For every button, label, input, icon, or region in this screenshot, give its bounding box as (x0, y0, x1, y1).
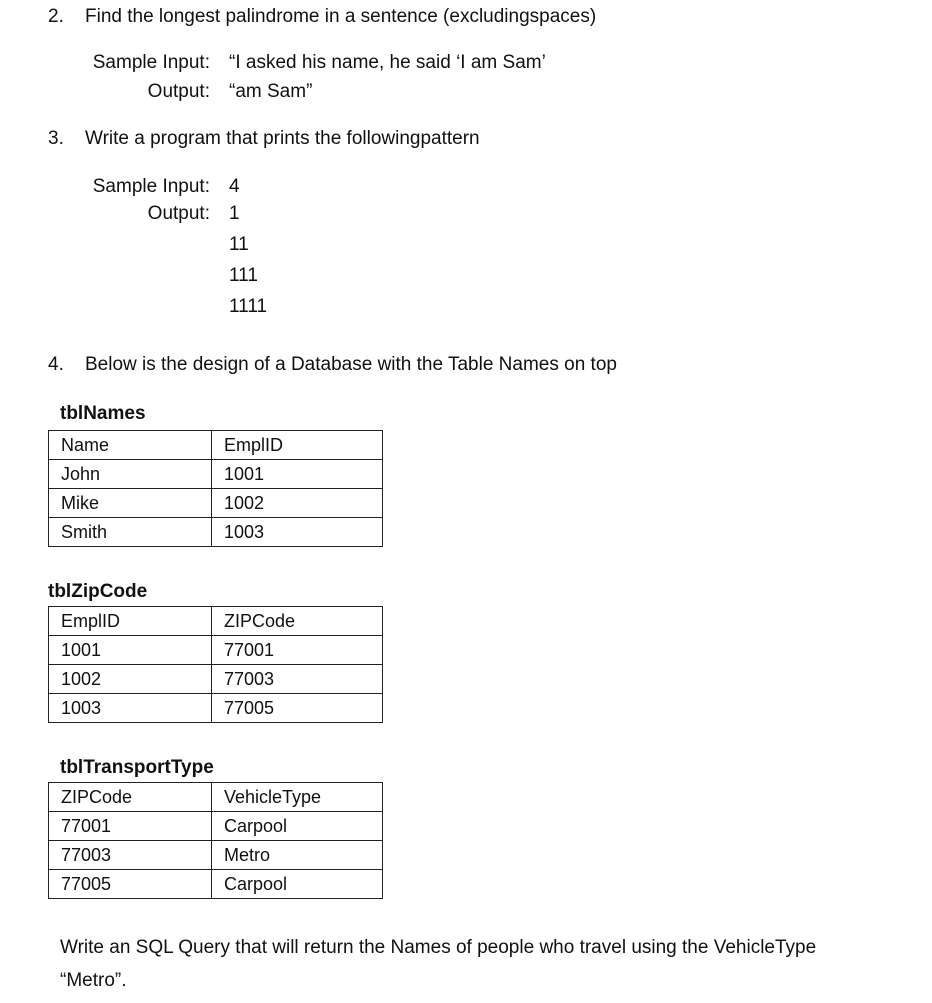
q2-number: 2. (48, 6, 64, 27)
q3-output-line: 1111 (229, 296, 268, 317)
q2-text: Find the longest palindrome in a sentence (excludingspaces) (85, 6, 597, 27)
q2-input-value: “I asked his name, he said ‘I am Sam’ (229, 52, 546, 73)
table-cell: 77005 (49, 870, 212, 899)
table-cell: 77001 (212, 636, 383, 665)
table-header-cell: VehicleType (212, 783, 383, 812)
table-row (49, 636, 383, 665)
sql-instruction-line2: “Metro”. (60, 970, 127, 991)
q3-output-line: 11 (229, 234, 249, 255)
table-cell: Smith (49, 518, 212, 547)
table-row (49, 812, 383, 841)
table-row (49, 870, 383, 899)
table-cell: 1002 (49, 665, 212, 694)
table-header-row (49, 431, 383, 460)
table-title-tblzipcode: tblZipCode (48, 581, 148, 602)
q3-output-label: Output: (147, 203, 210, 224)
table-cell: 1002 (212, 489, 383, 518)
sql-instruction-line1: Write an SQL Query that will return the Names of people who travel using the VehicleType (60, 937, 817, 958)
q3-output-line: 1 (229, 203, 240, 224)
table-cell: 77003 (49, 841, 212, 870)
q3-text: Write a program that prints the followingpattern (85, 128, 480, 149)
table-tblzipcode (48, 606, 383, 723)
table-tbltransporttype (48, 782, 383, 899)
table-header-cell: ZIPCode (212, 607, 383, 636)
q2-input-label: Sample Input: (92, 52, 210, 73)
table-header-cell: EmplID (49, 607, 212, 636)
table-header-row (49, 607, 383, 636)
table-row (49, 518, 383, 547)
table-row (49, 841, 383, 870)
table-cell: 77003 (212, 665, 383, 694)
table-cell: 77005 (212, 694, 383, 723)
q3-output-line: 111 (229, 265, 258, 286)
table-header-cell: ZIPCode (49, 783, 212, 812)
table-row (49, 489, 383, 518)
table-cell: 1001 (212, 460, 383, 489)
table-cell: Mike (49, 489, 212, 518)
table-cell: Carpool (212, 870, 383, 899)
table-title-tbltransporttype: tblTransportType (60, 757, 214, 778)
table-header-row (49, 783, 383, 812)
table-header-cell: Name (49, 431, 212, 460)
q4-number: 4. (48, 354, 64, 375)
table-row (49, 665, 383, 694)
q3-input-value: 4 (229, 176, 240, 197)
table-cell: Carpool (212, 812, 383, 841)
table-cell: 1003 (49, 694, 212, 723)
table-tblnames (48, 430, 383, 547)
table-cell: 77001 (49, 812, 212, 841)
table-header-cell: EmplID (212, 431, 383, 460)
table-cell: 1001 (49, 636, 212, 665)
q3-number: 3. (48, 128, 64, 149)
table-title-tblnames: tblNames (60, 403, 146, 424)
q3-input-label: Sample Input: (92, 176, 210, 197)
q4-text: Below is the design of a Database with the Table Names on top (85, 354, 617, 375)
q2-output-value: “am Sam” (229, 81, 313, 102)
table-row (49, 460, 383, 489)
q2-output-label: Output: (147, 81, 210, 102)
table-cell: Metro (212, 841, 383, 870)
table-cell: 1003 (212, 518, 383, 547)
table-cell: John (49, 460, 212, 489)
table-row (49, 694, 383, 723)
